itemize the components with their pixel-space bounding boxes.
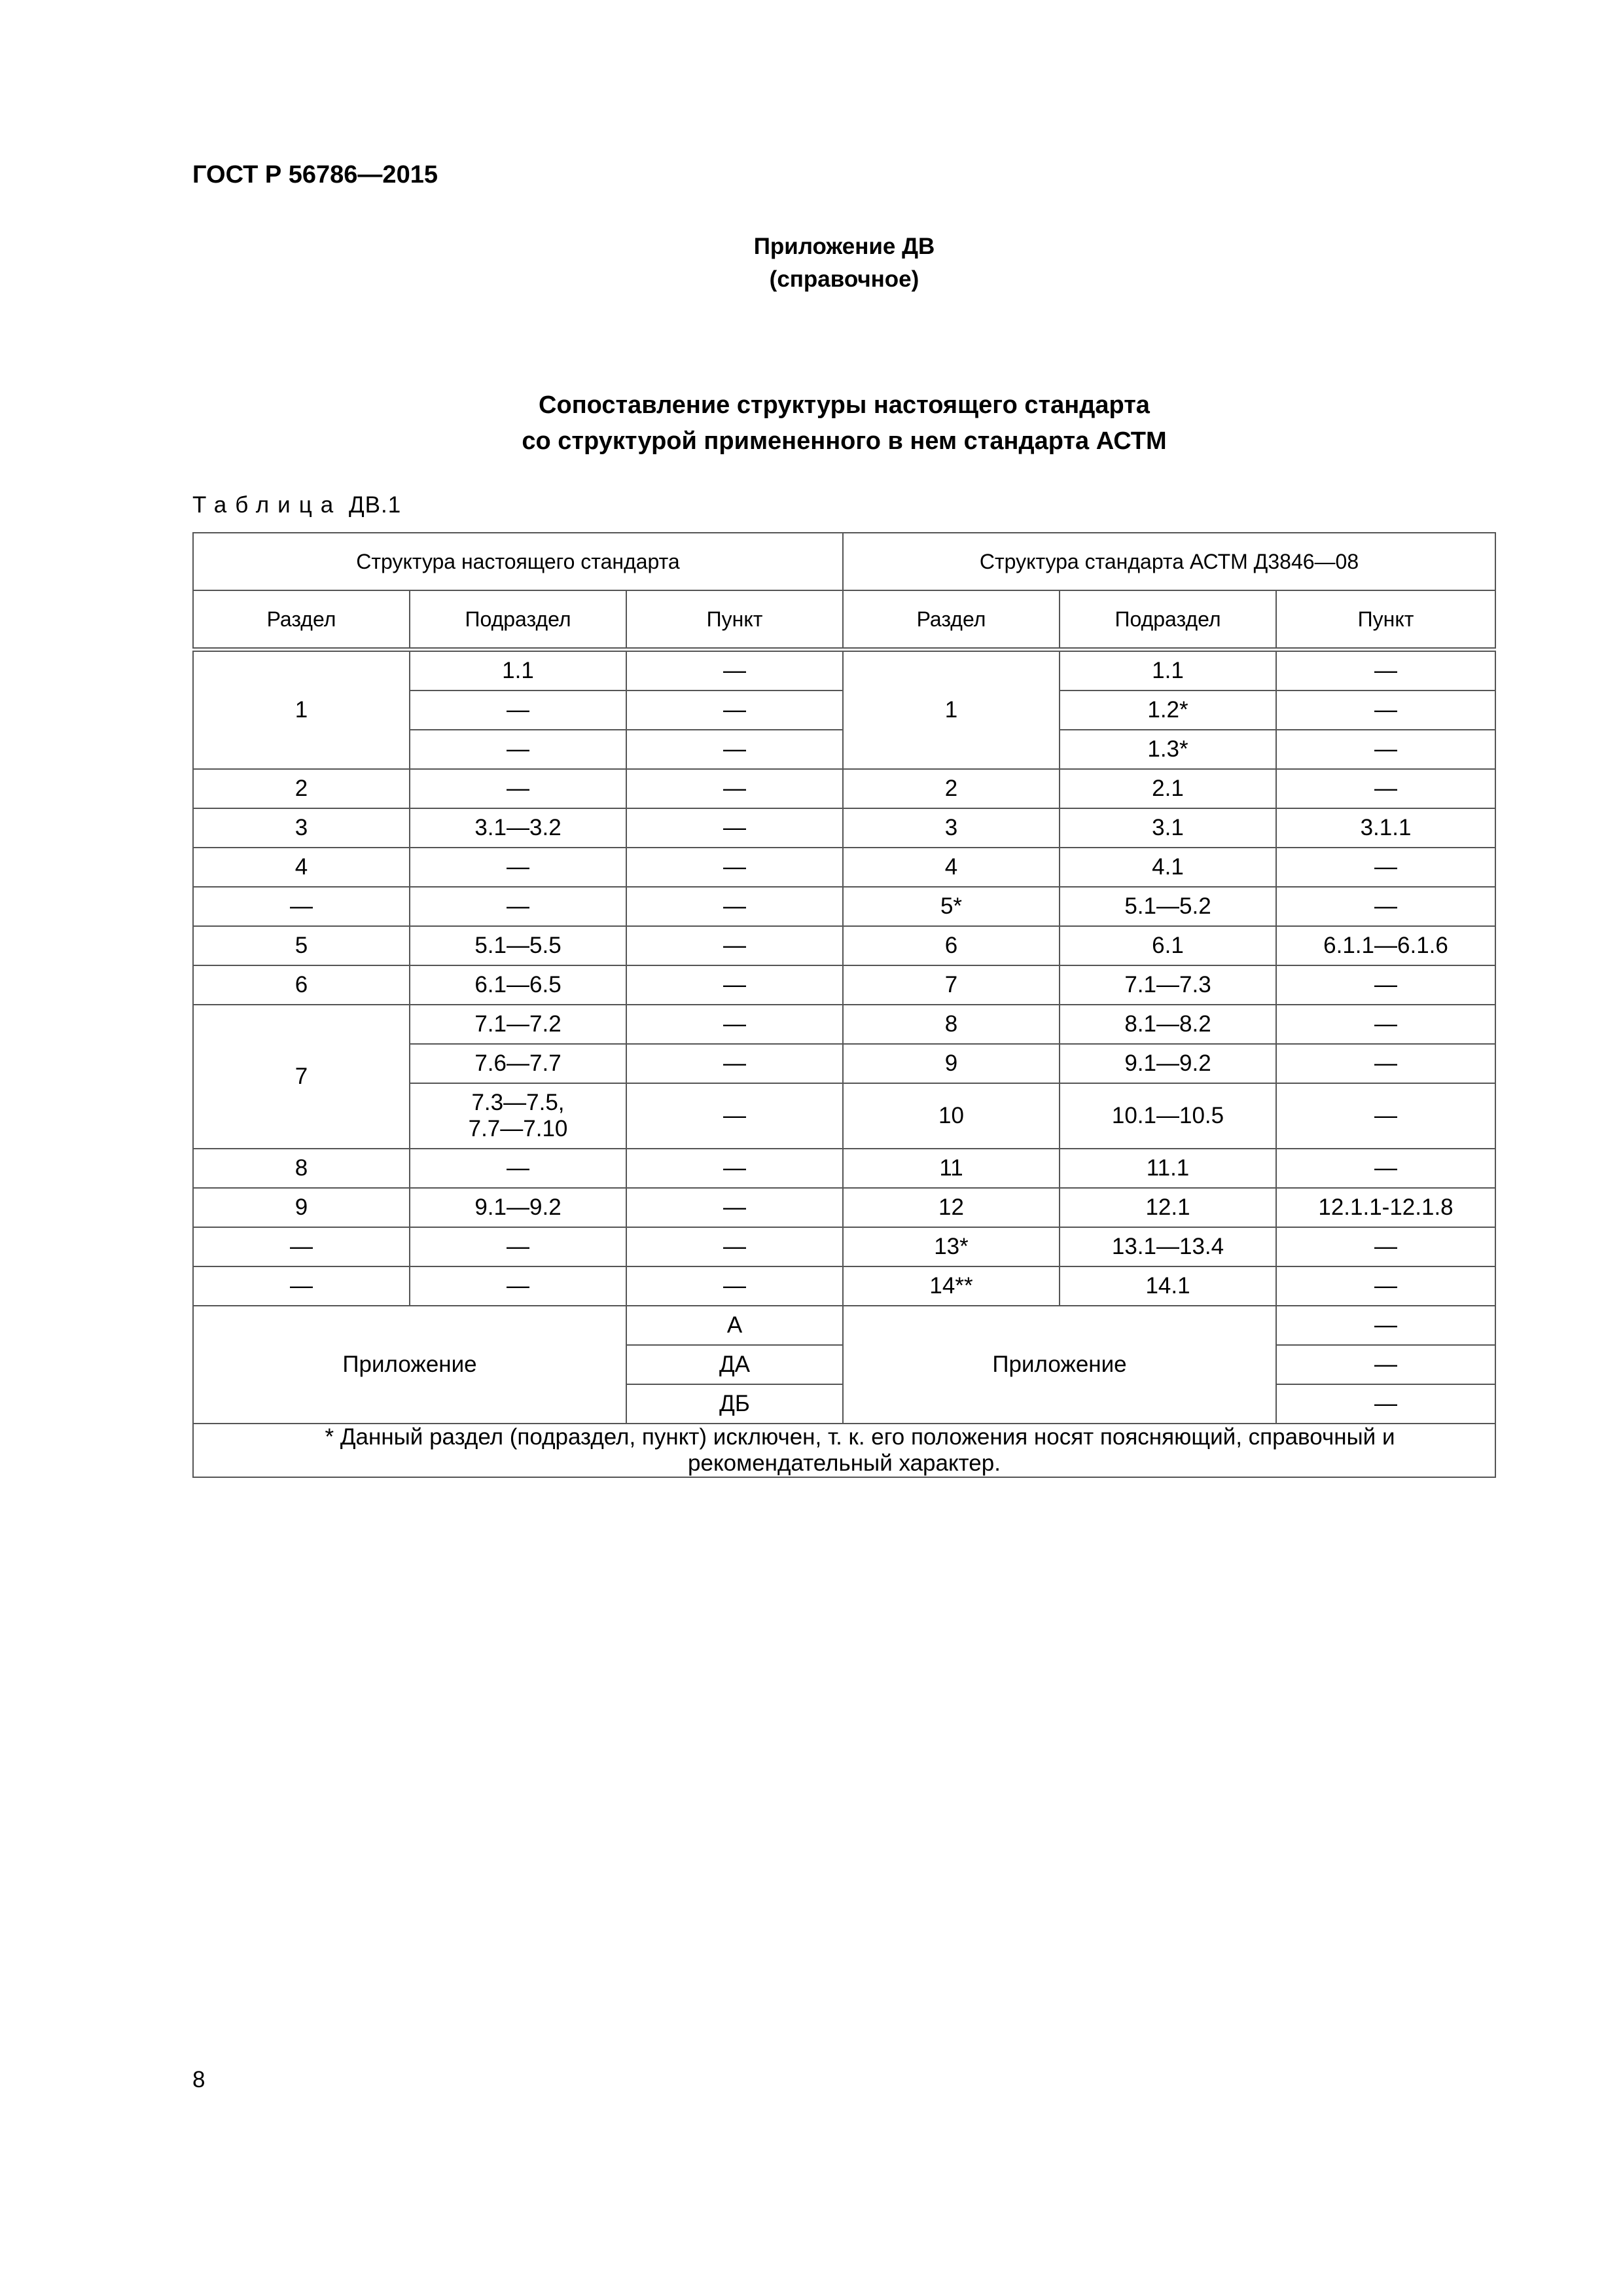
appendix-label-astm: Приложение (843, 1306, 1276, 1424)
table-cell: 4 (193, 848, 410, 887)
table-cell: А (626, 1306, 843, 1345)
table-caption-word: Таблица (192, 492, 342, 518)
table-cell: 8 (193, 1149, 410, 1188)
table-cell: 1.2* (1060, 691, 1276, 730)
table-cell: 2.1 (1060, 769, 1276, 808)
table-footnote-row (193, 1424, 1495, 1477)
table-cell: — (1276, 1227, 1495, 1266)
annex-title: Приложение ДВ (753, 234, 935, 259)
column-header: Раздел (843, 590, 1060, 650)
table-cell: 7 (843, 965, 1060, 1005)
table-cell: — (1276, 650, 1495, 691)
table-cell: — (1276, 1044, 1495, 1083)
table-cell: — (1276, 691, 1495, 730)
table-cell: 1 (193, 650, 410, 770)
table-cell: — (410, 730, 626, 769)
table-cell: 5 (193, 926, 410, 965)
table-cell: — (626, 887, 843, 926)
table-cell: 1.1 (410, 650, 626, 691)
table-cell: — (626, 1227, 843, 1266)
table-cell: — (410, 769, 626, 808)
table-cell: 11.1 (1060, 1149, 1276, 1188)
table-row (193, 650, 1495, 691)
cell-line: 7.3—7.5, (471, 1090, 565, 1115)
table-cell: 6.1.1—6.1.6 (1276, 926, 1495, 965)
table-cell: 12.1.1-12.1.8 (1276, 1188, 1495, 1227)
table-cell: 9.1—9.2 (410, 1188, 626, 1227)
table-cell: 7.6—7.7 (410, 1044, 626, 1083)
table-cell: — (1276, 1083, 1495, 1149)
table-cell: 8 (843, 1005, 1060, 1044)
table-cell: — (193, 1227, 410, 1266)
table-cell: ДБ (626, 1384, 843, 1424)
footnote-text: * Данный раздел (подраздел, пункт) исключен, т. к. его положения носят поясняющий, справочный и рекомендательный характер. (325, 1424, 1395, 1476)
table-cell: 10.1—10.5 (1060, 1083, 1276, 1149)
table-column-header-row (193, 590, 1495, 650)
table-cell: 6.1 (1060, 926, 1276, 965)
table-caption-number: ДВ.1 (348, 492, 402, 518)
table-cell: — (1276, 965, 1495, 1005)
table-cell: 9 (843, 1044, 1060, 1083)
table-row (193, 887, 1495, 926)
table-cell: 3 (843, 808, 1060, 848)
table-cell: — (410, 1227, 626, 1266)
table-row (193, 1227, 1495, 1266)
table-cell: 9 (193, 1188, 410, 1227)
table-cell: 13* (843, 1227, 1060, 1266)
table-cell: 1.3* (1060, 730, 1276, 769)
table-cell: — (410, 848, 626, 887)
table-cell: 14.1 (1060, 1266, 1276, 1306)
table-row (193, 1005, 1495, 1044)
table-row (193, 808, 1495, 848)
table-footnote (193, 1424, 1495, 1477)
table-cell: 7 (193, 1005, 410, 1149)
table-cell: — (626, 808, 843, 848)
table-row (193, 1188, 1495, 1227)
page-number: 8 (192, 2067, 205, 2092)
table-cell: 4 (843, 848, 1060, 887)
table-cell: — (626, 1083, 843, 1149)
table-cell: — (626, 926, 843, 965)
table-cell: — (1276, 1345, 1495, 1384)
appendix-label-current: Приложение (193, 1306, 626, 1424)
section-heading (0, 387, 1623, 459)
annex-subtitle: (справочное) (769, 266, 919, 292)
table-cell: 9.1—9.2 (1060, 1044, 1276, 1083)
table-cell: 3.1—3.2 (410, 808, 626, 848)
table-row (193, 965, 1495, 1005)
table-cell: 7.1—7.3 (1060, 965, 1276, 1005)
column-header: Пункт (626, 590, 843, 650)
table-cell: 13.1—13.4 (1060, 1227, 1276, 1266)
table-cell: — (1276, 1266, 1495, 1306)
table-cell: 3 (193, 808, 410, 848)
table-cell: 14** (843, 1266, 1060, 1306)
table-cell: — (1276, 730, 1495, 769)
table-cell: — (410, 1149, 626, 1188)
table-cell: ДА (626, 1345, 843, 1384)
table-cell: 7.1—7.2 (410, 1005, 626, 1044)
table-cell: 1.1 (1060, 650, 1276, 691)
table-group-header-row (193, 533, 1495, 590)
table-cell: — (626, 730, 843, 769)
table-row (193, 1266, 1495, 1306)
group-header-current-standard: Структура настоящего стандарта (193, 533, 843, 590)
column-header: Подраздел (1060, 590, 1276, 650)
table-caption (192, 492, 401, 518)
table-cell: 12 (843, 1188, 1060, 1227)
table-cell: 5.1—5.5 (410, 926, 626, 965)
table-cell: — (1276, 1005, 1495, 1044)
column-header: Пункт (1276, 590, 1495, 650)
table-cell: — (410, 691, 626, 730)
table-cell: 5* (843, 887, 1060, 926)
table-cell: 5.1—5.2 (1060, 887, 1276, 926)
table-cell: 8.1—8.2 (1060, 1005, 1276, 1044)
table-row (193, 848, 1495, 887)
table-cell: 10 (843, 1083, 1060, 1149)
table-cell: — (1276, 848, 1495, 887)
table-cell: 6 (843, 926, 1060, 965)
table-cell: — (626, 1149, 843, 1188)
table-cell: 4.1 (1060, 848, 1276, 887)
table-row (193, 1149, 1495, 1188)
table-cell: — (1276, 1149, 1495, 1188)
table-cell: — (1276, 769, 1495, 808)
table-cell: 11 (843, 1149, 1060, 1188)
table-row (193, 1306, 1495, 1345)
table-cell: — (1276, 1384, 1495, 1424)
column-header: Раздел (193, 590, 410, 650)
table-cell: — (410, 887, 626, 926)
table-cell: — (626, 769, 843, 808)
table-cell: 1 (843, 650, 1060, 770)
document-code: ГОСТ Р 56786—2015 (192, 161, 438, 188)
table-cell: — (1276, 1306, 1495, 1345)
table-cell: 12.1 (1060, 1188, 1276, 1227)
table-cell: — (626, 848, 843, 887)
table-cell: 2 (193, 769, 410, 808)
table-cell: — (193, 1266, 410, 1306)
table-cell: 6.1—6.5 (410, 965, 626, 1005)
table-cell: — (626, 1188, 843, 1227)
table-cell: 2 (843, 769, 1060, 808)
table-cell: 3.1.1 (1276, 808, 1495, 848)
table-cell: — (193, 887, 410, 926)
table-row (193, 926, 1495, 965)
table-cell: — (410, 1266, 626, 1306)
heading-line-2: со структурой примененного в нем стандарта АСТМ (522, 427, 1167, 455)
cell-line: 7.7—7.10 (468, 1116, 568, 1141)
table-cell: 6 (193, 965, 410, 1005)
table-cell: — (626, 1044, 843, 1083)
table-cell: 3.1 (1060, 808, 1276, 848)
table-cell (410, 1083, 626, 1149)
heading-line-1: Сопоставление структуры настоящего стандарта (539, 391, 1150, 419)
group-header-astm-standard: Структура стандарта АСТМ Д3846—08 (843, 533, 1495, 590)
table-row (193, 769, 1495, 808)
table-cell: — (626, 650, 843, 691)
table-cell: — (626, 1266, 843, 1306)
table-cell: — (1276, 887, 1495, 926)
column-header: Подраздел (410, 590, 626, 650)
table-cell: — (626, 1005, 843, 1044)
structure-comparison-table (192, 532, 1496, 1478)
table-cell: — (626, 965, 843, 1005)
table-cell: — (626, 691, 843, 730)
